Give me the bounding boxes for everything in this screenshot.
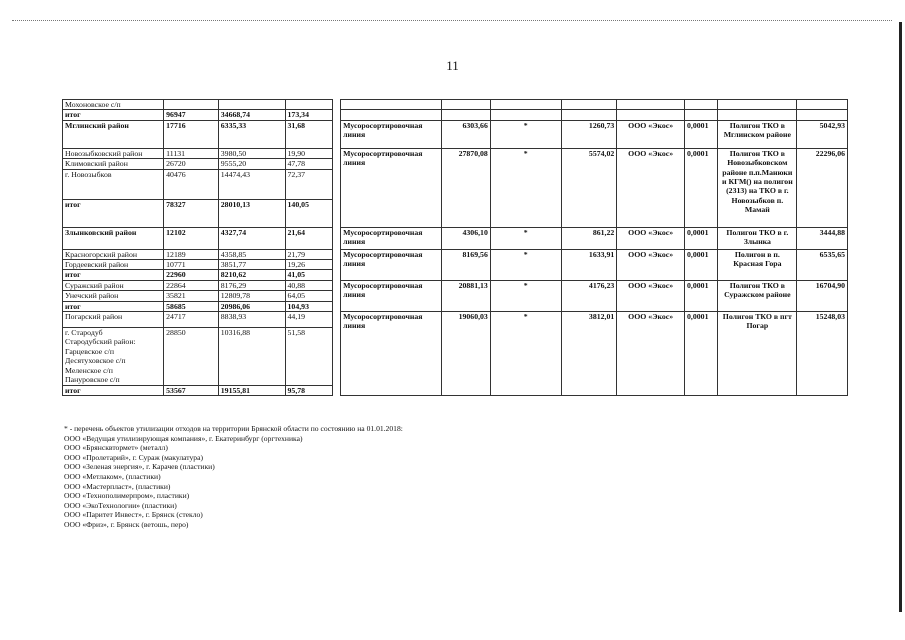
table-row: итог 96947 34668,74 173,34 (63, 110, 848, 120)
footnote-line: ООО «Брянсквтормет» (металл) (64, 443, 168, 453)
footnote-line: * - перечень объектов утилизации отходов на территории Брянской области по состоянию на 01.01.2018: (64, 424, 403, 433)
footnote-line: ООО «Мастерпласт», (пластики) (64, 481, 171, 491)
table-row: итог 58685 20986,06 104,93 (63, 301, 848, 311)
table-row: Красногорский район 12189 4358,85 21,79 Мусоросортировочная линия 8169,56 * 1633,91 ООО «Экос» 0,0001 Полигон в п. Красная Гора 6535,65 (63, 249, 848, 259)
top-dotted-line (12, 20, 892, 21)
table-row: итог 22960 8210,62 41,05 (63, 270, 848, 280)
footnote-line: ООО «Метлаком», (пластики) (64, 471, 161, 481)
table-row: Суражский район 22864 8176,29 40,88 Мусоросортировочная линия 20881,13 * 4176,23 ООО «Экос» 0,0001 Полигон ТКО в Суражском районе 16704,90 (63, 280, 848, 290)
district-name: Мохоновское с/п (63, 100, 164, 110)
scan-edge-bar (899, 22, 902, 612)
footnote-line: ООО «Зеленая энергия», г. Карачев (пластики) (64, 462, 215, 472)
table-row: Унечский район 35821 12809,78 64,05 (63, 291, 848, 301)
footnote-line: ООО «ЭкоТехнологии» (пластики) (64, 500, 177, 510)
waste-flow-table (62, 99, 848, 396)
table-row: итог 78327 28010,13 140,05 (63, 199, 848, 227)
table-row: г. Новозыбков 40476 14474,43 72,37 (63, 169, 848, 199)
footnote-line: ООО «Пролетарий», г. Сураж (макулатура) (64, 452, 203, 462)
table-row: итог 53567 19155,81 95,78 (63, 386, 848, 396)
table-row: Погарский район 24717 8838,93 44,19 Мусоросортировочная линия 19060,03 * 3812,01 ООО «Экос» 0,0001 Полигон ТКО в пгт Погар 15248,03 (63, 312, 848, 328)
footnote-line: ООО «Технополимерпром», пластики) (64, 491, 190, 501)
table-row: Мглинский район 17716 6335,33 31,68 Мусоросортировочная линия 6303,66 * 1260,73 ООО «Экос» 0,0001 Полигон ТКО в Мглинском районе 5042,93 (63, 120, 848, 148)
footnotes (64, 424, 403, 530)
table-row: Злынковский район 12102 4327,74 21,64 Мусоросортировочная линия 4306,10 * 861,22 ООО «Экос» 0,0001 Полигон ТКО в г. Злынка 3444,88 (63, 227, 848, 249)
table-row: г. Стародуб Стародубский район: Гарцевское с/п Десятуховское с/п Меленское с/п Пануровское с/п 28850 10316,88 51,58 (63, 328, 848, 386)
table-row (63, 100, 848, 110)
table-row: Гордеевский район 10771 3851,77 19,26 (63, 260, 848, 270)
table-row: Климовский район 26720 9555,20 47,78 (63, 159, 848, 169)
footnote-line: ООО «Ведущая утилизирующая компания», г. Екатеринбург (оргтехника) (64, 433, 303, 443)
page-number: 11 (446, 58, 459, 73)
table-row: Новозыбковский район 11131 3980,50 19,90 Мусоросортировочная линия 27870,08 * 5574,02 ООО «Экос» 0,0001 Полигон ТКО в Новозыбковском районе п.п.Манюки и КГМ() на полигон (2313) на ТКО в г. Новозыбков п. Мамай 22296,06 (63, 148, 848, 158)
footnote-line: ООО «Фриз», г. Брянск (ветошь, перо) (64, 519, 189, 529)
footnote-line: ООО «Паритет Инвест», г. Брянск (стекло) (64, 510, 203, 520)
